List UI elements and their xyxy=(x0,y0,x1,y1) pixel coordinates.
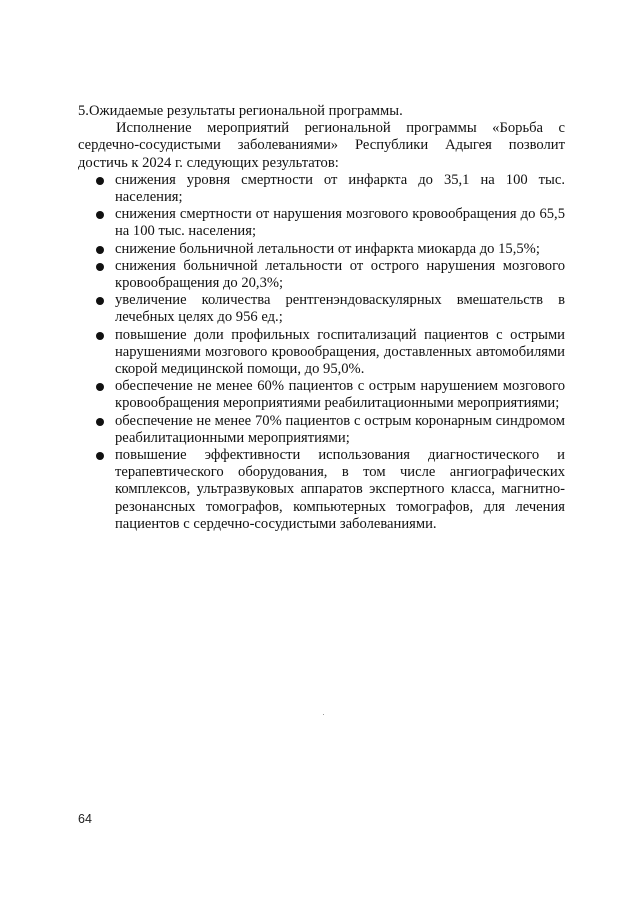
list-item-text: снижения уровня смертности от инфаркта до 35,1 на 100 тыс. населения; xyxy=(115,171,565,206)
bullet-icon xyxy=(96,383,104,391)
document-body xyxy=(78,103,565,533)
bullet-icon xyxy=(96,332,104,340)
bullet-icon xyxy=(96,211,104,219)
list-item xyxy=(78,292,565,326)
list-item xyxy=(78,413,565,447)
list-item xyxy=(78,172,565,206)
list-item xyxy=(78,241,565,258)
intro-paragraph: Исполнение мероприятий региональной программы «Борьба с сердечно-сосудистыми заболеваниями» Республики Адыгея позволит достичь к 2024 г. следующих результатов: xyxy=(78,120,565,171)
bullet-icon xyxy=(96,263,104,271)
list-item-text: увеличение количества рентгенэндоваскулярных вмешательств в лечебных целях до 956 ед.; xyxy=(115,292,565,326)
list-item-text: снижение больничной летальности от инфаркта миокарда до 15,5%; xyxy=(115,240,540,257)
bullet-icon xyxy=(96,452,104,460)
list-item-text: повышение доли профильных госпитализаций пациентов с острыми нарушениями мозгового кровообращения, доставленных автомобилями скорой медицинской помощи, до 95,0%. xyxy=(115,326,565,378)
scan-speck xyxy=(323,714,324,715)
list-item xyxy=(78,206,565,240)
list-item-text: обеспечение не менее 60% пациентов с острым нарушением мозгового кровообращения мероприятиями реабилитационными мероприятиями; xyxy=(115,378,565,412)
list-item-text: повышение эффективности использования диагностического и терапевтического оборудования, в том числе ангиографических комплексов, ультразвуковых аппаратов экспертного класса, магнитно-резонансных томографов, компьютерных томографов, для лечения пациентов с сердечно-сосудистыми заболеваниями. xyxy=(115,447,565,532)
section-heading: 5.Ожидаемые результаты региональной программы. xyxy=(78,103,403,119)
list-item-text: обеспечение не менее 70% пациентов с острым коронарным синдромом реабилитационными мероприятиями; xyxy=(115,412,565,446)
list-item xyxy=(78,258,565,292)
bullet-icon xyxy=(96,297,104,305)
list-item xyxy=(78,327,565,379)
list-item-text: снижения больничной летальности от острого нарушения мозгового кровообращения до 20,3%; xyxy=(115,257,565,292)
bullet-icon xyxy=(96,418,104,426)
bullet-icon xyxy=(96,246,104,254)
page-number: 64 xyxy=(78,812,92,826)
results-list xyxy=(78,172,565,533)
list-item-text: снижения смертности от нарушения мозгового кровообращения до 65,5 на 100 тыс. населения; xyxy=(115,206,565,240)
list-item xyxy=(78,447,565,533)
list-item xyxy=(78,378,565,412)
bullet-icon xyxy=(96,177,104,185)
